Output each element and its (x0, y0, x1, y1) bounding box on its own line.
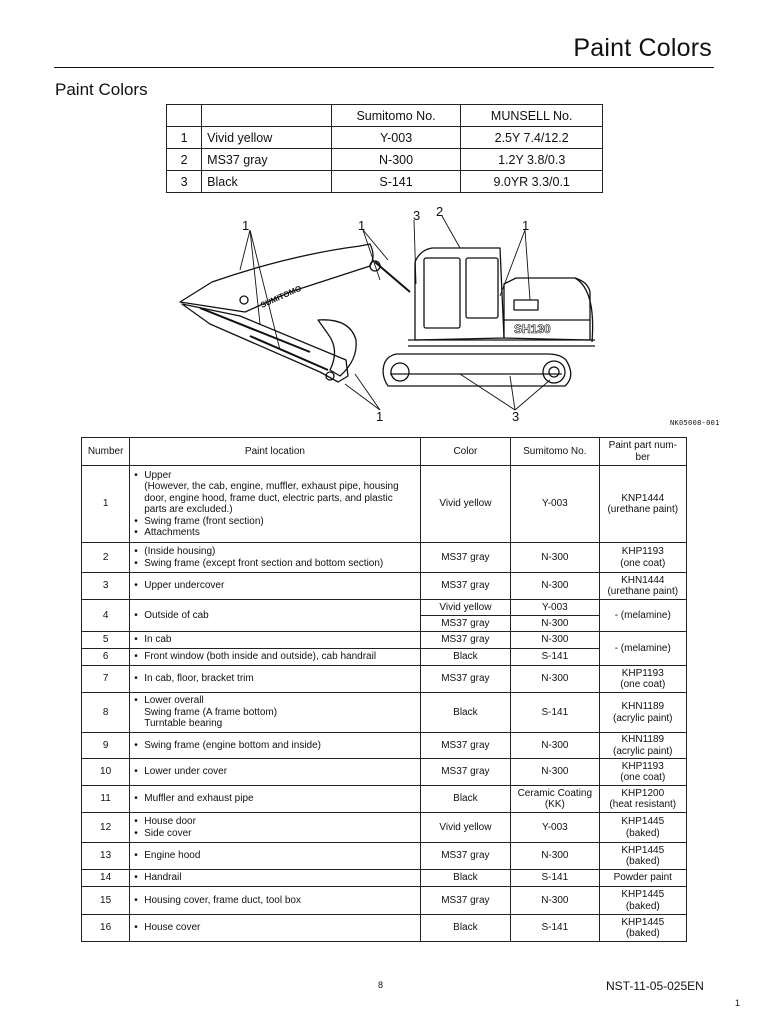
part-type: (one coat) (620, 679, 666, 690)
row-color: Black (420, 870, 510, 887)
row-sumitomo: N-300 (511, 573, 599, 600)
row-color: MS37 gray (420, 733, 510, 759)
row-number: 12 (82, 813, 130, 843)
row-part: Powder paint (599, 870, 686, 887)
location-item: • Lower overall (133, 695, 416, 707)
row-part (599, 915, 686, 942)
row-part (599, 843, 686, 870)
row-sumitomo: N-300 (511, 759, 599, 786)
row-location (130, 543, 420, 573)
row-sumitomo: N-300 (511, 887, 599, 915)
location-item: • Upper undercover (133, 580, 416, 592)
model-decal: SH130 (514, 322, 551, 336)
row-location (130, 915, 420, 942)
row-number: 4 (82, 600, 130, 632)
row-part: - (melamine) (599, 600, 686, 632)
part-code: KHP1445 (621, 816, 665, 827)
row-number: 3 (82, 573, 130, 600)
location-item: • In cab (133, 634, 416, 646)
row-number: 9 (82, 733, 130, 759)
table-row (82, 759, 687, 786)
table-row (82, 915, 687, 942)
location-item: • Engine hood (133, 850, 416, 862)
row-location (130, 759, 420, 786)
row-part (599, 666, 686, 693)
part-code: KHP1200 (621, 787, 665, 799)
row-location (130, 870, 420, 887)
page-number: 8 (378, 980, 384, 990)
summary-header-sumitomo: Sumitomo No. (331, 105, 461, 127)
summary-sumitomo-no: N-300 (331, 149, 461, 171)
row-part (599, 813, 686, 843)
summary-sumitomo-no: S-141 (331, 171, 461, 193)
header-number: Number (82, 438, 130, 466)
table-row (82, 543, 687, 573)
row-color: Black (420, 915, 510, 942)
location-item: • In cab, floor, bracket trim (133, 673, 416, 685)
row-color: Vivid yellow (420, 813, 510, 843)
callout-label: 1 (358, 218, 366, 233)
location-item: • Lower under cover (133, 766, 416, 778)
callout-label: 3 (413, 208, 421, 223)
summary-color-table (166, 104, 603, 193)
row-part: - (melamine) (599, 632, 686, 666)
row-number: 7 (82, 666, 130, 693)
row-location (130, 813, 420, 843)
part-type: (baked) (625, 856, 660, 867)
table-row (82, 649, 687, 666)
part-type: (baked) (625, 900, 660, 912)
summary-header-munsell: MUNSELL No. (461, 105, 603, 127)
row-color: Black (420, 786, 510, 813)
location-item: • Housing cover, frame duct, tool box (133, 895, 416, 907)
row-color: Black (420, 693, 510, 733)
brand-decal: SUMITOMO (259, 283, 303, 310)
summary-color-name: Black (202, 171, 332, 193)
row-number: 5 (82, 632, 130, 649)
row-color: MS37 gray (420, 616, 510, 632)
location-item: • Upper (133, 470, 416, 482)
location-item: Turntable bearing (144, 718, 223, 730)
part-type: (heat resistant) (609, 799, 677, 810)
row-number: 15 (82, 887, 130, 915)
part-code: KNP1444 (621, 492, 665, 504)
summary-row (167, 149, 603, 171)
excavator-diagram (170, 200, 600, 425)
table-row (82, 786, 687, 813)
summary-munsell-no: 2.5Y 7.4/12.2 (461, 127, 603, 149)
table-row (82, 600, 687, 616)
part-type: (one coat) (620, 557, 666, 569)
callout-leader-1d (345, 374, 380, 410)
row-sumitomo: Y-003 (511, 466, 599, 543)
row-number: 13 (82, 843, 130, 870)
callout-leader-2 (442, 216, 460, 248)
row-part (599, 733, 686, 759)
callout-label: 1 (242, 218, 250, 233)
header-location: Paint location (130, 438, 420, 466)
row-location (130, 786, 420, 813)
row-part (599, 573, 686, 600)
row-number: 8 (82, 693, 130, 733)
table-row (82, 870, 687, 887)
callout-label: 2 (436, 204, 444, 219)
location-item: • Front window (both inside and outside), cab handrail (133, 651, 416, 663)
table-row (82, 693, 687, 733)
row-color: MS37 gray (420, 666, 510, 693)
location-item: • Muffler and exhaust pipe (133, 793, 416, 805)
table-row (82, 632, 687, 649)
location-item: • Swing frame (front section) (133, 516, 416, 528)
row-sumitomo: S-141 (511, 649, 599, 666)
row-sumitomo: N-300 (511, 632, 599, 649)
header-color: Color (420, 438, 510, 466)
row-sumitomo: N-300 (511, 843, 599, 870)
location-note: (However, the cab, engine, muffler, exhaust pipe, housing door, engine hood, frame duct, electric parts, and plastic parts are excluded.) (144, 481, 399, 515)
row-location (130, 573, 420, 600)
summary-num: 1 (167, 127, 202, 149)
row-sumitomo: S-141 (511, 915, 599, 942)
row-location (130, 666, 420, 693)
callout-label: 1 (522, 218, 530, 233)
row-number: 14 (82, 870, 130, 887)
header-sumitomo: Sumitomo No. (511, 438, 599, 466)
row-color: MS37 gray (420, 843, 510, 870)
section-heading: Paint Colors (55, 80, 148, 99)
summary-munsell-no: 9.0YR 3.3/0.1 (461, 171, 603, 193)
part-code: KHP1193 (621, 667, 664, 679)
row-location (130, 887, 420, 915)
summary-header-row (167, 105, 603, 127)
location-item: • Handrail (133, 872, 416, 884)
row-color: MS37 gray (420, 573, 510, 600)
location-item: • (Inside housing) (133, 546, 416, 558)
summary-row (167, 127, 603, 149)
location-item: • Swing frame (except front section and bottom section) (133, 558, 416, 570)
part-type: (acrylic paint) (613, 712, 673, 724)
part-code: KHN1444 (621, 574, 665, 586)
part-type: (one coat) (620, 772, 666, 783)
paint-location-table (81, 437, 687, 942)
part-code: KHP1445 (621, 916, 665, 928)
location-item: • House door (133, 816, 416, 828)
row-color: MS37 gray (420, 759, 510, 786)
row-sumitomo (511, 786, 599, 813)
row-sumitomo: S-141 (511, 870, 599, 887)
sumitomo-line: Ceramic Coating (517, 787, 593, 799)
row-sumitomo: N-300 (511, 543, 599, 573)
row-location (130, 843, 420, 870)
callout-leader-3b (460, 374, 550, 410)
row-number: 10 (82, 759, 130, 786)
row-location (130, 733, 420, 759)
row-part (599, 786, 686, 813)
summary-num: 2 (167, 149, 202, 171)
location-item: • House cover (133, 922, 416, 934)
document-code: NST-11-05-025EN (606, 979, 704, 993)
part-code: KHP1193 (621, 546, 664, 557)
row-number: 1 (82, 466, 130, 543)
callout-label: 1 (376, 409, 384, 424)
table-row (82, 887, 687, 915)
row-color: Vivid yellow (420, 600, 510, 616)
callout-label: 3 (512, 409, 520, 424)
location-item: Swing frame (A frame bottom) (144, 706, 278, 718)
row-number: 2 (82, 543, 130, 573)
table-row (82, 813, 687, 843)
table-row (82, 466, 687, 543)
summary-num: 3 (167, 171, 202, 193)
table-row (82, 843, 687, 870)
location-item: • Attachments (133, 527, 416, 539)
summary-row (167, 171, 603, 193)
location-item: • Swing frame (engine bottom and inside) (133, 740, 416, 752)
figure-code: NK05008-001 (670, 419, 720, 427)
row-color: Black (420, 649, 510, 666)
row-number: 11 (82, 786, 130, 813)
row-color: MS37 gray (420, 887, 510, 915)
summary-header-cell (167, 105, 202, 127)
location-item: • Side cover (133, 828, 416, 840)
corner-page-number: 1 (735, 998, 741, 1008)
part-code: KHN1189 (621, 701, 665, 712)
part-type: (acrylic paint) (613, 745, 673, 757)
row-location (130, 632, 420, 649)
table-row (82, 573, 687, 600)
row-part (599, 543, 686, 573)
row-part (599, 466, 686, 543)
location-item: • Outside of cab (133, 610, 416, 622)
summary-munsell-no: 1.2Y 3.8/0.3 (461, 149, 603, 171)
part-type: (baked) (625, 827, 660, 839)
table-row (82, 666, 687, 693)
part-type: (urethane paint) (607, 586, 679, 597)
row-location (130, 466, 420, 543)
row-color: Vivid yellow (420, 466, 510, 543)
row-number: 6 (82, 649, 130, 666)
detail-header-row (82, 438, 687, 466)
part-type: (urethane paint) (607, 504, 679, 515)
row-sumitomo: Y-003 (511, 600, 599, 616)
row-sumitomo: N-300 (511, 616, 599, 632)
sumitomo-line: (KK) (544, 799, 565, 810)
row-number: 16 (82, 915, 130, 942)
row-location (130, 649, 420, 666)
row-color: MS37 gray (420, 632, 510, 649)
title-rule (54, 67, 714, 68)
summary-sumitomo-no: Y-003 (331, 127, 461, 149)
row-color: MS37 gray (420, 543, 510, 573)
row-sumitomo: Y-003 (511, 813, 599, 843)
header-part-number: Paint part num-ber (599, 438, 686, 466)
row-location (130, 600, 420, 632)
row-sumitomo: N-300 (511, 666, 599, 693)
row-sumitomo: N-300 (511, 733, 599, 759)
callout-leader-1b (363, 230, 388, 280)
summary-color-name: MS37 gray (202, 149, 332, 171)
summary-color-name: Vivid yellow (202, 127, 332, 149)
part-code: KHP1445 (621, 844, 665, 856)
row-part (599, 887, 686, 915)
row-part (599, 759, 686, 786)
page-title: Paint Colors (573, 34, 712, 62)
row-location (130, 693, 420, 733)
part-code: KHP1193 (621, 760, 664, 772)
summary-header-cell (202, 105, 332, 127)
part-type: (baked) (625, 928, 660, 939)
row-part (599, 693, 686, 733)
part-code: KHN1189 (621, 734, 665, 745)
row-sumitomo: S-141 (511, 693, 599, 733)
table-row (82, 733, 687, 759)
part-code: KHP1445 (621, 889, 665, 900)
